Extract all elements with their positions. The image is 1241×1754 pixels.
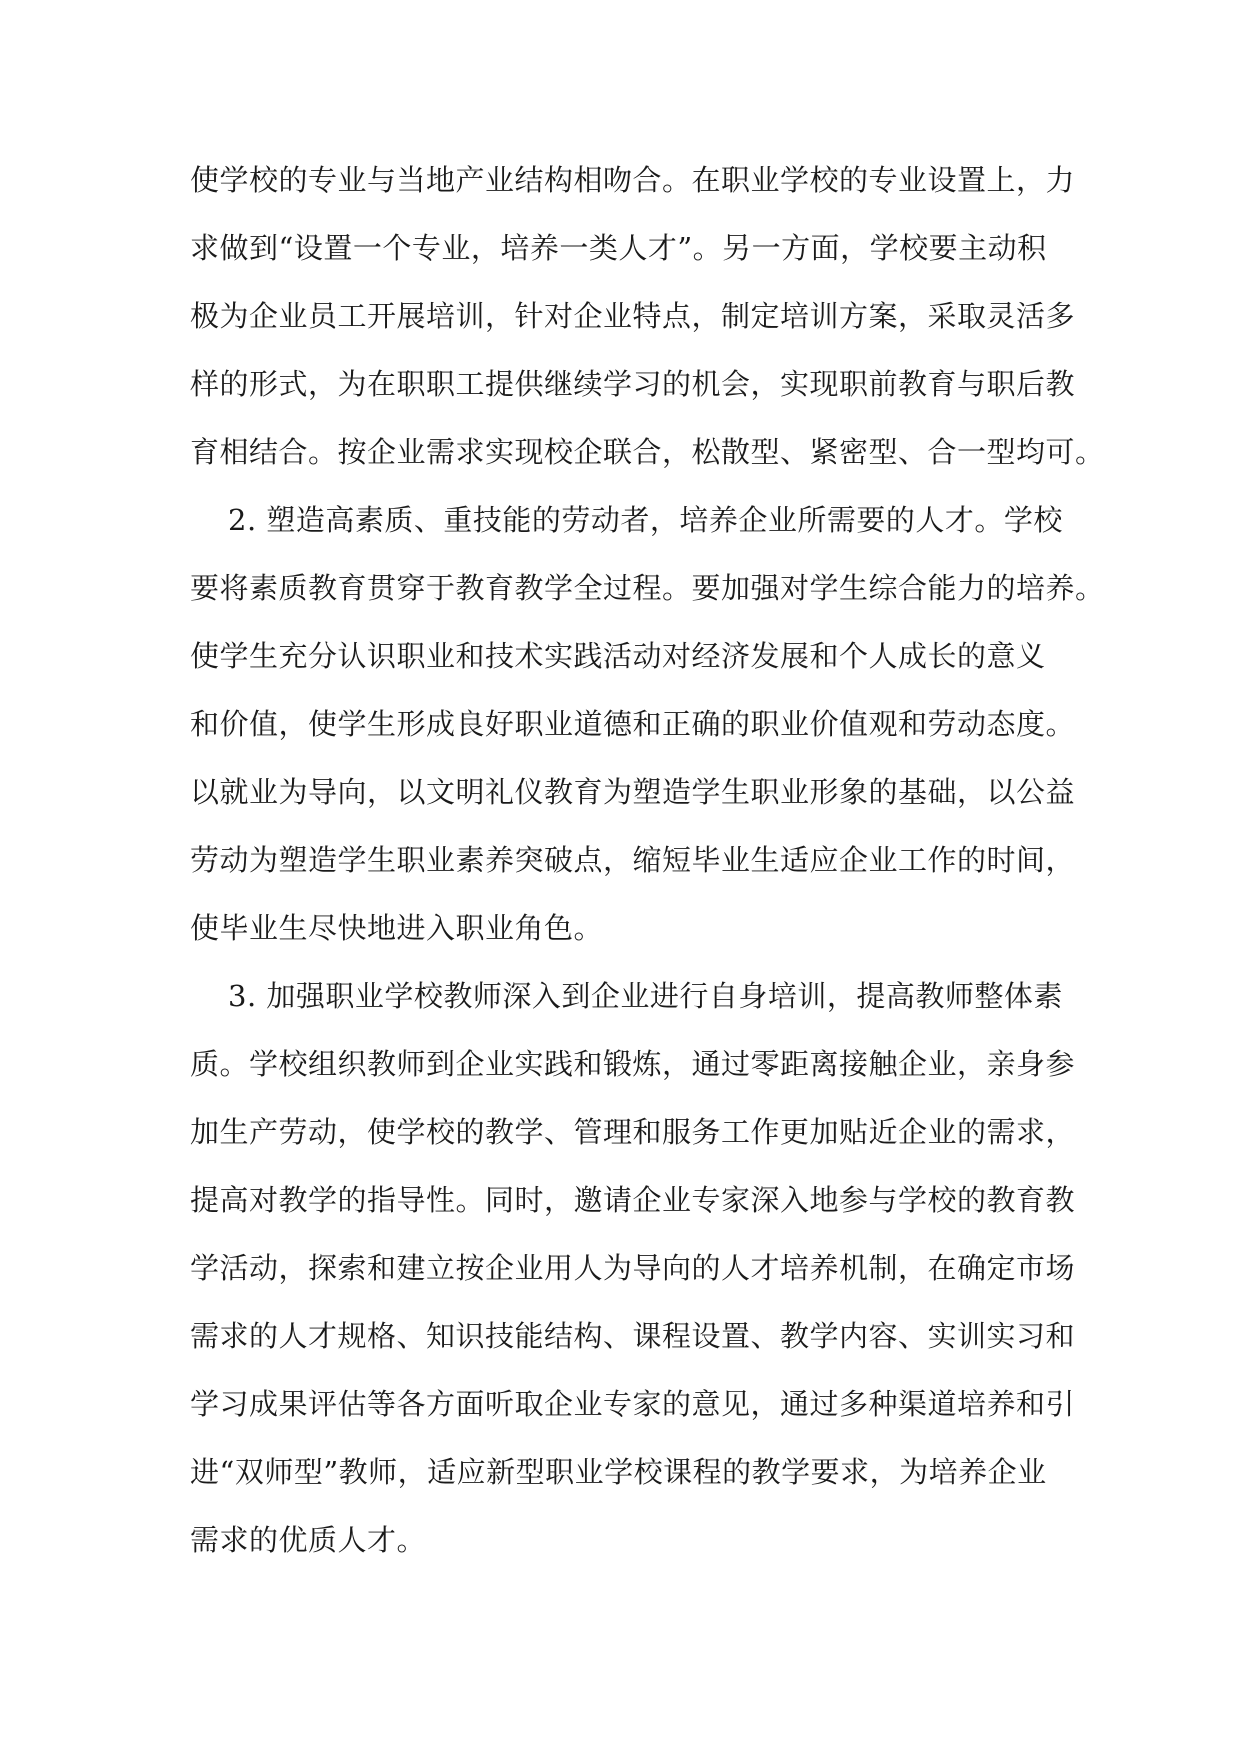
text-line: 样的形式，为在职职工提供继续学习的机会，实现职前教育与职后教 [190, 367, 1076, 401]
text-line: 育相结合。按企业需求实现校企联合，松散型、紧密型、合一型均可。 [190, 435, 1105, 469]
text-line: 需求的优质人才。 [190, 1523, 427, 1557]
text-line: 以就业为导向，以文明礼仪教育为塑造学生职业形象的基础，以公益 [190, 775, 1076, 809]
text-line: 质。学校组织教师到企业实践和锻炼，通过零距离接触企业，亲身参 [190, 1047, 1076, 1081]
text-line: 劳动为塑造学生职业素养突破点，缩短毕业生适应企业工作的时间， [190, 843, 1076, 877]
text-line: 学活动，探索和建立按企业用人为导向的人才培养机制，在确定市场 [190, 1251, 1076, 1285]
text-line: 2. 塑造高素质、重技能的劳动者，培养企业所需要的人才。学校 [228, 503, 1063, 537]
text-line: 3. 加强职业学校教师深入到企业进行自身培训，提高教师整体素 [228, 979, 1063, 1013]
text-line: 使学校的专业与当地产业结构相吻合。在职业学校的专业设置上，力 [190, 163, 1076, 197]
text-line: 极为企业员工开展培训，针对企业特点，制定培训方案，采取灵活多 [190, 299, 1076, 333]
text-line: 使学生充分认识职业和技术实践活动对经济发展和个人成长的意义 [190, 639, 1046, 673]
text-line: 求做到“设置一个专业，培养一类人才”。另一方面，学校要主动积 [190, 231, 1047, 265]
text-line: 要将素质教育贯穿于教育教学全过程。要加强对学生综合能力的培养。 [190, 571, 1105, 605]
text-line: 和价值，使学生形成良好职业道德和正确的职业价值观和劳动态度。 [190, 707, 1076, 741]
text-line: 进“双师型”教师，适应新型职业学校课程的教学要求，为培养企业 [190, 1455, 1047, 1489]
text-line: 使毕业生尽快地进入职业角色。 [190, 911, 604, 945]
text-line: 需求的人才规格、知识技能结构、课程设置、教学内容、实训实习和 [190, 1319, 1076, 1353]
text-line: 学习成果评估等各方面听取企业专家的意见，通过多种渠道培养和引 [190, 1387, 1076, 1421]
text-line: 提高对教学的指导性。同时，邀请企业专家深入地参与学校的教育教 [190, 1183, 1076, 1217]
text-line: 加生产劳动，使学校的教学、管理和服务工作更加贴近企业的需求， [190, 1115, 1076, 1149]
